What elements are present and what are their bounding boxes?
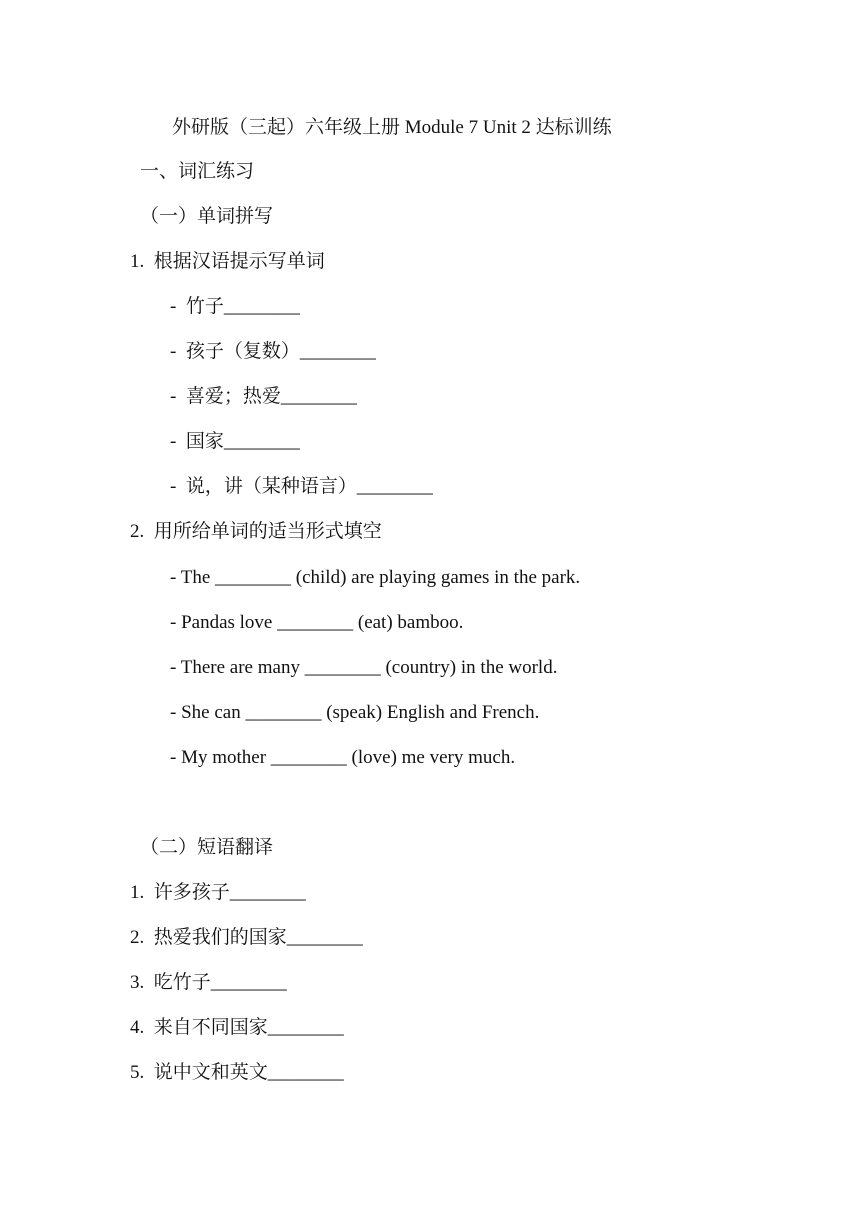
- fill-in-item: - She can ________ (speak) English and French.: [170, 702, 540, 723]
- phrase-item: 4. 来自不同国家________: [130, 1017, 344, 1038]
- fill-in-item: - The ________ (child) are playing games in the park.: [170, 567, 581, 588]
- subsection-heading-spelling: （一）单词拼写: [140, 206, 274, 227]
- word-item: - 竹子________: [170, 296, 300, 317]
- fill-in-item: - My mother ________ (love) me very much.: [170, 747, 516, 768]
- phrase-item: 3. 吃竹子________: [130, 972, 287, 993]
- question-1-prompt: 1. 根据汉语提示写单词: [130, 251, 325, 272]
- phrase-item: 1. 许多孩子________: [130, 882, 306, 903]
- fill-in-item: - There are many ________ (country) in the world.: [170, 657, 558, 678]
- question-2-prompt: 2. 用所给单词的适当形式填空: [130, 521, 382, 542]
- word-item: - 国家________: [170, 431, 300, 452]
- phrase-item: 2. 热爱我们的国家________: [130, 927, 363, 948]
- fill-in-item: - Pandas love ________ (eat) bamboo.: [170, 612, 464, 633]
- word-item: - 喜爱；热爱________: [170, 386, 357, 407]
- word-item: - 说，讲（某种语言）________: [170, 476, 433, 497]
- subsection-heading-phrase-translation: （二）短语翻译: [140, 837, 274, 858]
- phrase-item: 5. 说中文和英文________: [130, 1062, 344, 1083]
- page-title: 外研版（三起）六年级上册 Module 7 Unit 2 达标训练: [172, 117, 612, 138]
- section-heading-vocabulary: 一、词汇练习: [140, 161, 255, 182]
- word-item: - 孩子（复数）________: [170, 341, 376, 362]
